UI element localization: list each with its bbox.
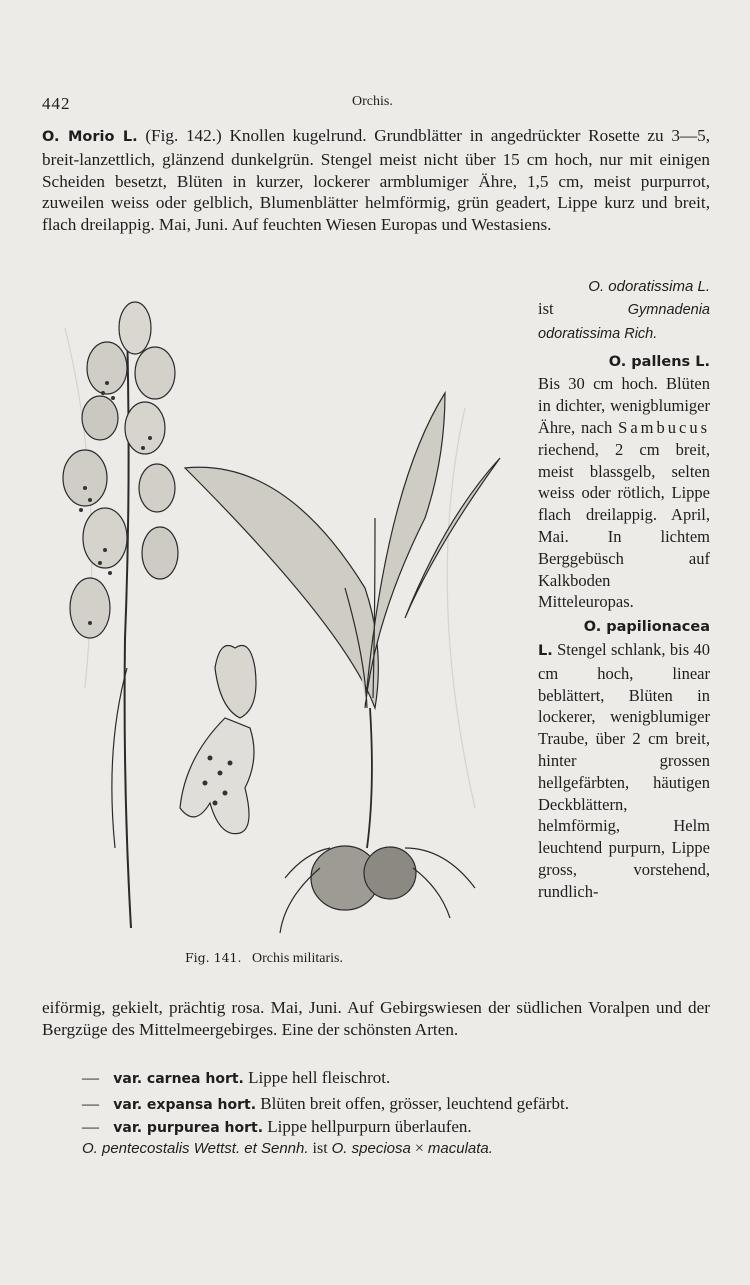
running-head: Orchis. [352, 94, 393, 109]
odoratissima-name-line [580, 276, 710, 298]
hybrid-parent-b: maculata. [427, 1140, 493, 1157]
orchis-morio-entry [42, 125, 710, 236]
pentecostalis-entry [82, 1140, 493, 1158]
figure-label: Fig. 141. [185, 950, 242, 965]
variety-carnea [82, 1068, 390, 1088]
variety-dash: — [82, 1094, 99, 1113]
papilionacea-continuation [42, 997, 710, 1041]
morio-description: (Fig. 142.) Knollen kugelrund. Grundblätter in angedrückter Rosette zu 3—5, breit-lanzettlich, glänzend dunkelgrün. Stengel meist nicht über 15 cm hoch, nur mit einigen Scheiden besetzt, Blüten in kurzer, lockerer armblumiger Ähre, 1,5 cm, meist purpurrot, zuweilen weiss oder gelblich, Blumenblätter helmförmig, grün geadert, Lippe kurz und breit, flach dreilappig. Mai, Juni. Auf feuchten Wiesen Europas und Westasiens. [42, 126, 711, 235]
pallens-description: Bis 30 cm hoch. Blüten in dichter, wenigblumiger Ähre, nach [538, 374, 710, 437]
hybrid-cross-symbol: × [414, 1140, 424, 1157]
pentecostalis-mid: ist [312, 1140, 328, 1157]
species-name-pentecostalis: O. pentecostalis Wettst. et Sennh. [82, 1140, 309, 1157]
variety-name: var. purpurea hort. [113, 1120, 264, 1136]
papilionacea-author: L. [538, 642, 553, 659]
pallens-description-2: riechend, 2 cm breit, meist blassgelb, selten weiss oder rötlich, Lippe flach dreilappig. April, Mai. In lichtem Berggebüsch auf Kalkboden Mitteleuropas. [538, 439, 710, 612]
figure-caption [185, 950, 343, 967]
species-name-odoratissima: O. odoratissima L. [588, 278, 710, 295]
variety-text: Lippe hellpurpurn überlaufen. [267, 1117, 472, 1136]
variety-purpurea [82, 1117, 472, 1137]
variety-dash: — [82, 1117, 99, 1136]
species-name-papilionacea: O. papilionacea [583, 619, 710, 636]
papilionacea-description-column: Stengel schlank, bis 40 cm hoch, linear beblättert, Blüten in lockerer, wenigblumiger Traube, über 2 cm breit, hinter grossen hellgefärbten, häutigen Deckblättern, helmförmig, Helm leuchtend purpurn, Lippe gross, vorstehend, rundlich- [538, 639, 711, 901]
figure-title: Orchis militaris. [251, 951, 343, 966]
species-name-pallens: O. pallens L. [608, 353, 710, 370]
variety-expansa [82, 1094, 569, 1114]
odoratissima-synonym: Gymnadenia odoratissima Rich. [538, 302, 710, 342]
variety-name: var. expansa hort. [113, 1097, 257, 1113]
page-number: 442 [42, 94, 71, 113]
variety-text: Lippe hell fleischrot. [248, 1068, 391, 1087]
papilionacea-description-full: eiförmig, gekielt, prächtig rosa. Mai, Juni. Auf Gebirgswiesen der südlichen Voralpen und der Bergzüge des Mittelmeergebirges. Eine der schönsten Arten. [42, 998, 710, 1039]
right-column-text [538, 298, 710, 903]
tubers [280, 846, 475, 933]
single-flower-detail [180, 646, 256, 834]
variety-text: Blüten breit offen, grösser, leuchtend gefärbt. [260, 1094, 569, 1113]
species-name-morio: O. Morio L. [42, 129, 138, 145]
variety-name: var. carnea hort. [113, 1071, 244, 1087]
odoratissima-prefix: ist [538, 299, 554, 318]
pallens-scent: Sambucus [618, 417, 710, 437]
variety-dash: — [82, 1068, 99, 1087]
orchis-militaris-illustration [45, 288, 525, 948]
hybrid-parent-a: O. speciosa [331, 1140, 411, 1157]
flower-spike [63, 302, 178, 638]
